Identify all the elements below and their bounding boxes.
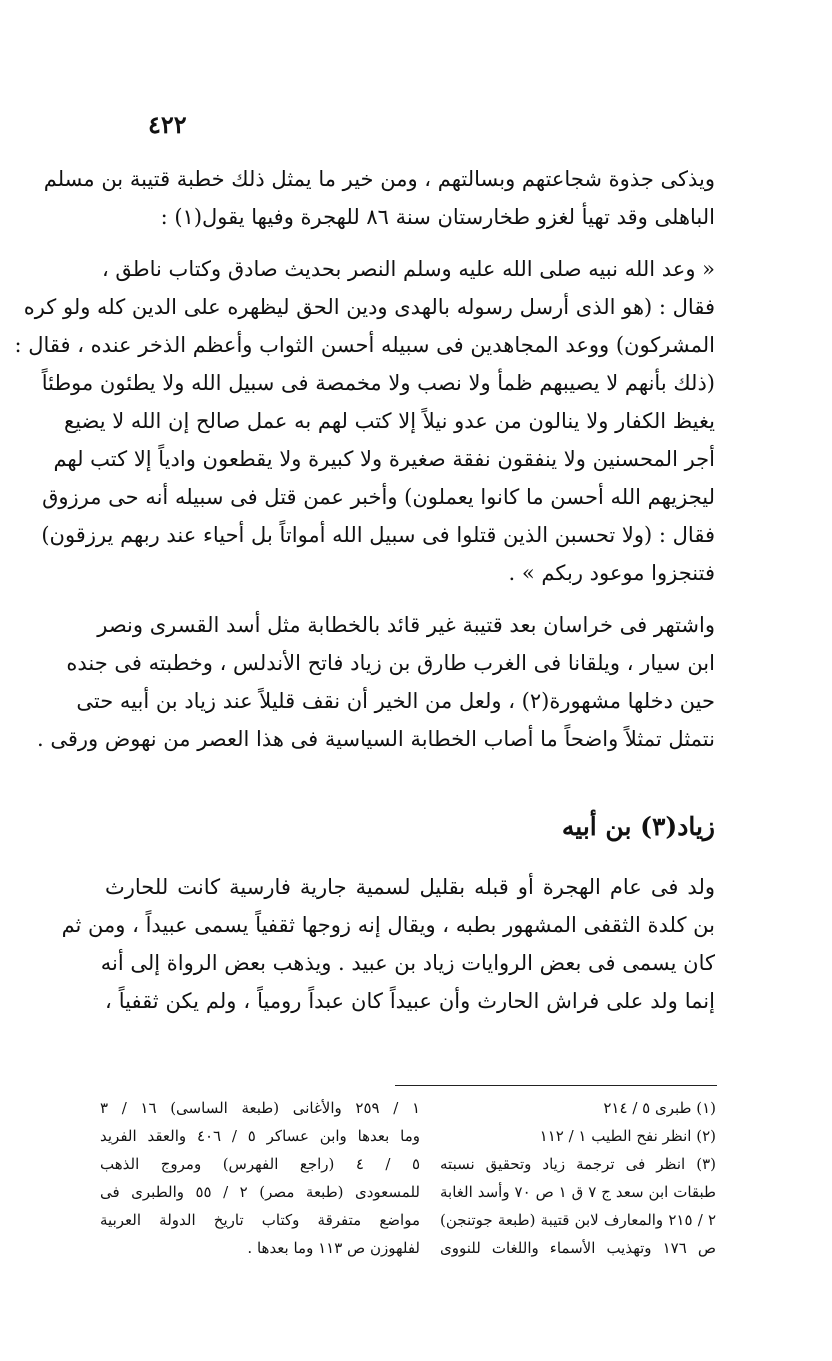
text-line: المشركون) ووعد المجاهدين فى سبيله أحسن الثواب وأعظم الذخر عنده ، فقال : bbox=[14, 333, 715, 357]
footnotes-right-column bbox=[440, 1094, 716, 1262]
footnote-line: ٢ / ٢١٥ والمعارف لابن قتيبة (طبعة جوتنجن) bbox=[440, 1211, 717, 1229]
text-line: بن كلدة الثقفى المشهور بطبه ، ويقال إنه زوجها ثقفياً يسمى عبيداً ، ومن ثم bbox=[61, 913, 715, 937]
text-line: ولد فى عام الهجرة أو قبله بقليل لسمية جارية فارسية كانت للحارث bbox=[105, 875, 715, 899]
text-line: ويذكى جذوة شجاعتهم وبسالتهم ، ومن خير ما يمثل ذلك خطبة قتيبة بن مسلم bbox=[43, 167, 715, 191]
footnote-line: (٣) انظر فى ترجمة زياد وتحقيق نسبته bbox=[440, 1155, 716, 1173]
footnote-line: مواضع متفرقة وكتاب تاريخ الدولة العربية bbox=[100, 1211, 420, 1229]
text-line: ابن سيار ، ويلقانا فى الغرب طارق بن زياد فاتح الأندلس ، وخطبته فى جنده bbox=[66, 651, 715, 675]
sermon-quote bbox=[14, 250, 715, 592]
footnote-line: ١ / ٢٥٩ والأغانى (طبعة الساسى) ١٦ / ٣ bbox=[100, 1099, 421, 1117]
main-text bbox=[14, 160, 715, 1020]
text-line: إنما ولد على فراش الحارث وأن عبيداً كان عبداً رومياً ، ولم يكن ثقفياً ، bbox=[105, 989, 715, 1013]
footnotes-left-column bbox=[100, 1094, 420, 1262]
footnote-line: (١) طبرى ٥ / ٢١٤ bbox=[603, 1099, 716, 1117]
text-line: ليجزيهم الله أحسن ما كانوا يعملون) وأخبر عمن قتل فى سبيله أنه حى مرزوق bbox=[42, 485, 715, 509]
footnote-divider bbox=[395, 1085, 717, 1086]
footnote-line: للمسعودى (طبعة مصر) ٢ / ٥٥ والطبرى فى bbox=[100, 1183, 420, 1201]
text-line: فتنجزوا موعود ربكم » . bbox=[508, 561, 715, 585]
paragraph-ziyad bbox=[61, 868, 715, 1020]
text-line: واشتهر فى خراسان بعد قتيبة غير قائد بالخطابة مثل أسد القسرى ونصر bbox=[97, 613, 715, 637]
footnote-line: ص ١٧٦ وتهذيب الأسماء واللغات للنووى bbox=[440, 1239, 716, 1257]
footnote-line: طبقات ابن سعد ج ٧ ق ١ ص ٧٠ وأسد الغابة bbox=[440, 1183, 716, 1201]
page-number: ٤٢٢ bbox=[148, 110, 187, 139]
footnote-line: ٥ / ٤ (راجع الفهرس) ومروج الذهب bbox=[100, 1155, 420, 1173]
section-heading: زياد(٣) بن أبيه bbox=[561, 812, 715, 841]
text-line: كان يسمى فى بعض الروايات زياد بن عبيد . ويذهب بعض الرواة إلى أنه bbox=[100, 951, 715, 975]
text-line: أجر المحسنين ولا ينفقون نفقة صغيرة ولا كبيرة ولا يقطعون وادياً إلا كتب لهم bbox=[53, 447, 715, 471]
text-line: الباهلى وقد تهيأ لغزو طخارستان سنة ٨٦ للهجرة وفيها يقول(١) : bbox=[160, 205, 715, 229]
text-line: (ذلك بأنهم لا يصيبهم ظمأ ولا نصب ولا مخمصة فى سبيل الله ولا يطئون موطئاً bbox=[41, 371, 715, 395]
text-line: يغيظ الكفار ولا ينالون من عدو نيلاً إلا كتب لهم به عمل صالح إن الله لا يضيع bbox=[64, 409, 715, 433]
text-line: فقال : (هو الذى أرسل رسوله بالهدى ودين الحق ليظهره على الدين كله ولو كره bbox=[23, 295, 715, 319]
footnote-line: وما بعدها وابن عساكر ٥ / ٤٠٦ والعقد الفريد bbox=[100, 1127, 420, 1145]
text-line: « وعد الله نبيه صلى الله عليه وسلم النصر بحديث صادق وكتاب ناطق ، bbox=[101, 257, 715, 281]
paragraph-intro bbox=[43, 160, 715, 236]
text-line: فقال : (ولا تحسبن الذين قتلوا فى سبيل الله أمواتاً بل أحياء عند ربهم يرزقون) bbox=[41, 523, 715, 547]
footnote-line: (٢) انظر نفح الطيب ١ / ١١٢ bbox=[539, 1127, 716, 1145]
text-line: حين دخلها مشهورة(٢) ، ولعل من الخير أن نقف قليلاً عند زياد بن أبيه حتى bbox=[76, 689, 715, 713]
footnote-line: لفلهوزن ص ١١٣ وما بعدها . bbox=[247, 1239, 420, 1257]
text-line: نتمثل تمثلاً واضحاً ما أصاب الخطابة السياسية فى هذا العصر من نهوض ورقى . bbox=[37, 727, 715, 751]
paragraph-orators bbox=[37, 606, 715, 758]
